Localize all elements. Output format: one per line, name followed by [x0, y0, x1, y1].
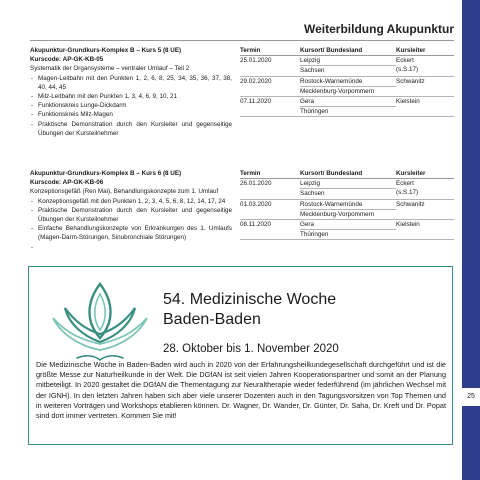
course-intro: Systematik der Organsysteme – ventraler Umlauf – Teil 2: [30, 65, 190, 73]
course-topics: [30, 74, 232, 138]
header-kursleiter: Kursleiter: [396, 170, 426, 177]
schedule-header: [240, 169, 454, 179]
row-state: Thüringen: [300, 231, 329, 239]
list-item: - Einfache Behandlungskonzepte von Erkrankungen des 1. Umlaufs (Magen-Darm-Störungen, Sinubronchiale Störungen): [30, 224, 232, 242]
row-city: Gera: [300, 220, 396, 230]
schedule-header: [240, 46, 454, 56]
row-state: Sachsen: [300, 190, 325, 198]
course-5-description: [30, 46, 232, 138]
row-date: 08.11.2020: [240, 221, 272, 229]
list-item: - Milz-Leitbahn mit den Punkten 1, 3, 4, 6, 9, 10, 21: [30, 92, 232, 101]
table-row: [240, 97, 454, 117]
row-date: 07.11.2020: [240, 98, 272, 106]
header-termin: Termin: [240, 170, 261, 177]
row-leader: Eckert: [396, 57, 414, 65]
page-title: Weiterbildung Akupunktur: [304, 22, 454, 36]
course-title: Akupunktur-Grundkurs-Komplex B – Kurs 5 (8 UE): [30, 47, 182, 54]
row-leader: Kielstein: [396, 221, 420, 229]
row-date: 25.01.2020: [240, 57, 272, 65]
course-topics: [30, 197, 232, 243]
page-side-band: [462, 0, 480, 480]
row-state: Mecklenburg-Vorpommern: [300, 210, 375, 218]
course-code: Kurscode: AP-GK-KB-06: [30, 179, 104, 187]
row-leader-note: (s.S.17): [396, 66, 419, 74]
table-row: [240, 56, 454, 76]
row-state: Mecklenburg-Vorpommern: [300, 87, 375, 95]
row-leader: Schwanitz: [396, 200, 425, 208]
row-state: Sachsen: [300, 67, 325, 75]
table-row: [240, 200, 454, 220]
row-leader: Schwanitz: [396, 77, 425, 85]
row-date: 26.01.2020: [240, 180, 272, 188]
row-leader: Eckert: [396, 180, 414, 188]
list-item: - Funktionskreis Lunge-Dickdarm: [30, 101, 232, 110]
list-item: - Magen-Leitbahn mit den Punkten 1, 2, 6, 8, 25, 34, 35, 36, 37, 38, 40, 44, 45: [30, 74, 232, 92]
header-termin: Termin: [240, 47, 261, 54]
header-divider: [30, 40, 454, 41]
row-city: Gera: [300, 97, 396, 107]
row-city: Leipzig: [300, 179, 396, 189]
event-title: [163, 290, 336, 330]
list-item: - Praktische Demonstration durch den Kursleiter und gegenseitige Übungen der Kursteilnehmer: [30, 120, 232, 138]
page-number: 25: [462, 388, 480, 406]
table-row: [240, 220, 454, 240]
header-kursleiter: Kursleiter: [396, 47, 426, 54]
course-title: Akupunktur-Grundkurs-Komplex B – Kurs 6 (8 UE): [30, 170, 182, 177]
course-6-schedule: [240, 169, 454, 240]
table-row: [240, 179, 454, 199]
event-description: Die Medizinische Woche in Baden-Baden wird auch in 2020 von der Erfahrungsheilkundegesellschaft durchgeführt und ist die größte Messe zur Naturheilkunde in der Welt. Die DGfAN ist seit vielen Jahren Kooperationspartner und somit an der Planung mitbeteiligt. In 2020 gestaltet die DGfAN die Thementagung zur Neuraltherapie wieder federführend (im jährlichen Wechsel mit der IGNH). In den letzten Jahren haben sich aber viele unserer Dozenten auch in den Tagungsvorsitzen von Top Themen und in weiteren Vorträgen und Workshops etablieren können. Dr. Wagner, Dr. Wander, Dr. Günter, Dr. Saha, Dr. Kreft und Dr. Popat sind dort immer vertreten. Kommen Sie mit!: [36, 360, 446, 421]
row-city: Rostock-Warnemünde: [300, 200, 396, 210]
list-item: - Konzeptionsgefäß mit den Punkten 1, 2, 3, 4, 5, 6, 8, 12, 14, 17, 24: [30, 197, 232, 206]
event-dates: 28. Oktober bis 1. November 2020: [163, 343, 339, 355]
table-row: [240, 77, 454, 97]
list-item: - Praktische Demonstration durch den Kursleiter und gegenseitige Übungen der Kursteilnehmer: [30, 206, 232, 224]
row-date: 01.03.2020: [240, 200, 272, 208]
row-leader-note: (s.S.17): [396, 189, 419, 197]
header-kursort: Kursort/ Bundesland: [300, 47, 363, 54]
row-city: Leipzig: [300, 56, 396, 66]
row-state: Thüringen: [300, 108, 329, 116]
course-intro: Konzeptionsgefäß (Ren Mai), Behandlungskonzepte zum 1. Umlauf: [30, 188, 219, 196]
event-title-line-1: 54. Medizinische Woche: [163, 291, 337, 308]
course-code: Kurscode: AP-GK-KB-05: [30, 56, 104, 64]
list-item: - Funktionskreis Milz-Magen: [30, 110, 232, 119]
header-kursort: Kursort/ Bundesland: [300, 170, 363, 177]
row-city: Rostock-Warnemünde: [300, 77, 396, 87]
row-leader: Kielstein: [396, 98, 420, 106]
event-title-line-2: Baden-Baden: [163, 311, 261, 328]
lotus-logo-icon: [45, 276, 155, 366]
course-5-schedule: [240, 46, 454, 117]
row-date: 29.02.2020: [240, 77, 272, 85]
course-6-description: [30, 169, 232, 243]
